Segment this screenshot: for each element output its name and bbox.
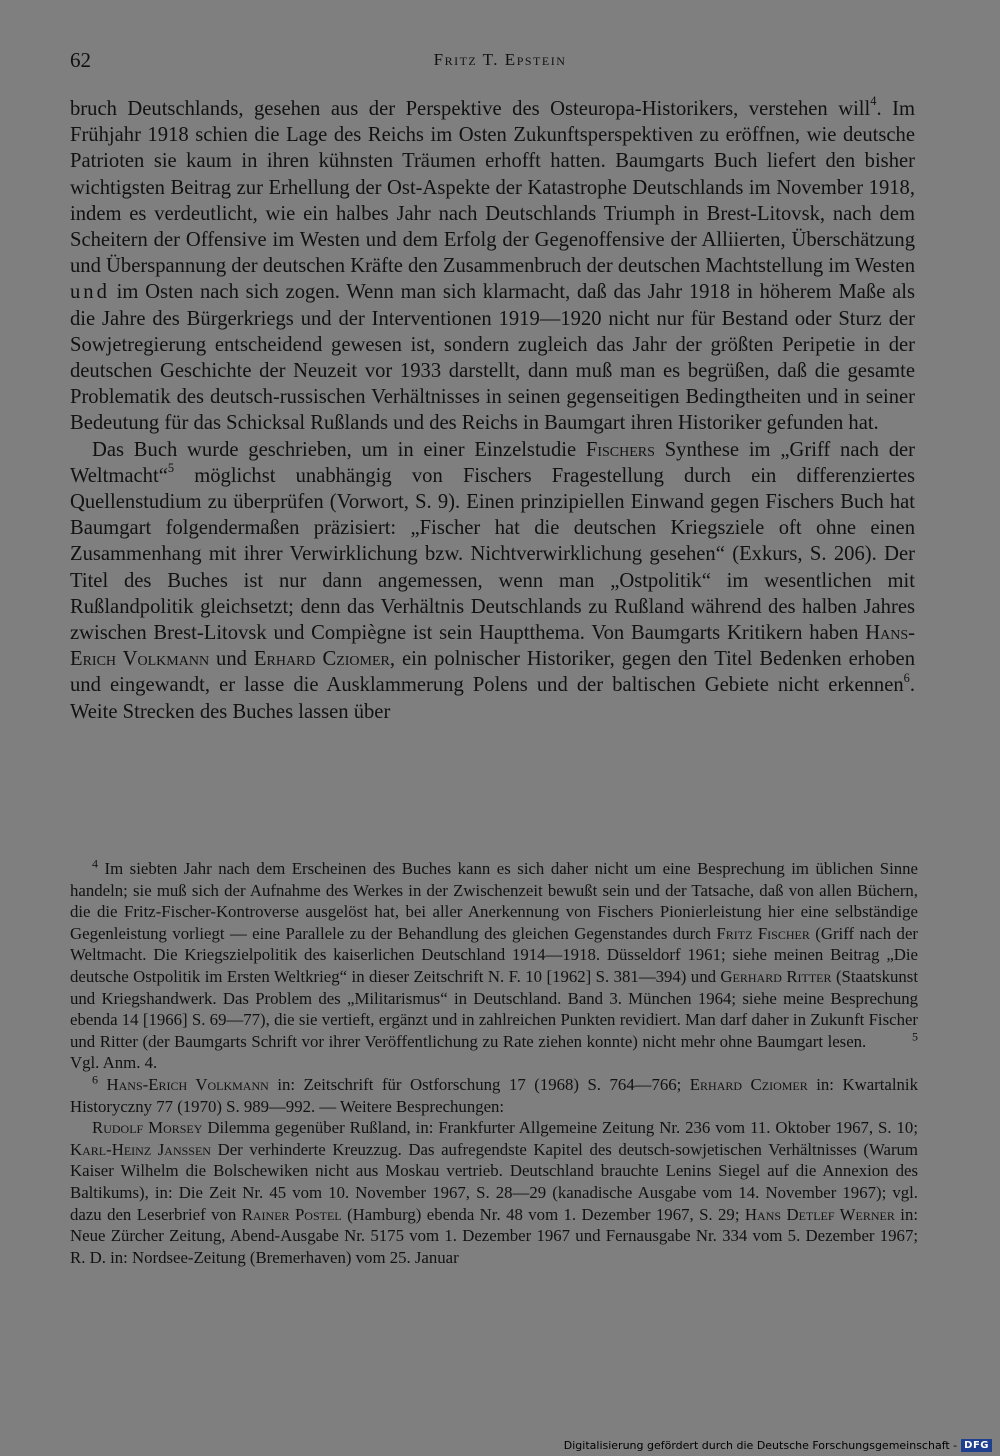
text-run: möglichst unabhängig von Fischers Fragestellung durch ein differenziertes Quellenstudium zu überprüfen (Vorwort, S. 9). Einen prinzipiellen Einwand gegen Fischers Buch hat Baumgart folgendermaßen präzisiert: „Fischer hat die deutschen Kriegsziele oft ohne einen Zusammenhang mit ihrer Verwirklichung bzw. Nichtverwirklichung gesehen“ (Exkurs, S. 206). Der Titel des Buches ist nur dann angemessen, wenn man „Ostpolitik“ im wesentlichen mit Rußlandpolitik gleichsetzt; denn das Verhältnis Deutschlands zu Rußland während des halben Jahres zwischen Brest-Litovsk und Compiègne ist sein Hauptthema. Von Baumgarts Kritikern haben (70, 464, 915, 645)
text-run: bruch Deutschlands, gesehen aus der Perspektive des Osteuropa-Historikers, verstehen will (70, 98, 871, 120)
paragraph (70, 96, 915, 437)
footnote-number: 4 (92, 856, 98, 871)
main-text (70, 96, 915, 725)
author-name: Gerhard Ritter (720, 966, 832, 986)
author-name: Hans Detlef Werner (744, 1204, 895, 1224)
author-name: Erhard Cziomer (253, 648, 390, 671)
footnote-4 (70, 858, 918, 1074)
footnotes (70, 858, 918, 1268)
text-run: in: Kwartalnik Historyczny 77 (1970) S. 989—992. — Weitere Besprechungen: (70, 1074, 918, 1116)
text-run: (Staatskunst und Kriegshandwerk. Das Problem des „Militarismus“ in Deutschland. Band 3. München 1964; siehe meine Besprechung ebenda 14 [1966] S. 69—77), die sie vertieft, ergänzt und in zahlreichen Punkten revidiert. Man darf daher in Zukunft Fischer und Ritter (der Baumgarts Schrift vor ihrer Veröffentlichung zu Rate ziehen konnte) nicht mehr ohne Baumgart lesen. (70, 966, 918, 1051)
text-run: Der verhinderte Kreuzzug. Das aufregendste Kapitel des deutsch-sowjetischen Verhältnisses (Warum Kaiser Wilhelm die Bolschewiken nicht aus Moskau vertrieb. Deutschland brauchte Lenins Siegel auf die Annexion des Baltikums), in: Die Zeit Nr. 45 vom 10. November 1967, S. 28—29 (kanadische Ausgabe vom 14. November 1967); vgl. dazu den Leserbrief von (70, 1139, 918, 1224)
paragraph (70, 437, 915, 725)
author-name: Fritz Fischer (716, 923, 810, 943)
dfg-logo: DFG (961, 1439, 992, 1452)
text-run: (Griff nach der Weltmacht. Die Kriegszielpolitik des kaiserlichen Deutschland 1914—1918. Düsseldorf 1961; siehe meinen Beitrag „Die deutsche Ostpolitik im Ersten Weltkrieg“ in dieser Zeitschrift N. F. 10 [1962] S. 381—394) und (70, 923, 918, 986)
text-run: Dilemma gegenüber Rußland, in: Frankfurter Allgemeine Zeitung Nr. 236 vom 11. Oktober 1967, S. 10; (202, 1118, 918, 1138)
text-run: . Weite Strecken des Buches lassen über (70, 674, 915, 723)
text-run: in: Neue Zürcher Zeitung, Abend-Ausgabe Nr. 5175 vom 1. Dezember 1967 und Fernausgabe Nr. 334 vom 5. Dezember 1967; R. D. in: Nordsee-Zeitung (Bremerhaven) vom 25. Januar (70, 1204, 918, 1267)
footnote-ref: 6 (903, 670, 910, 685)
footnote-ref: 4 (870, 94, 877, 109)
footnote-number: 6 (92, 1072, 98, 1087)
page-number: 62 (70, 48, 91, 72)
text-run: Das Buch wurde geschrieben, um in einer Einzelstudie (92, 438, 586, 461)
text-run: Im siebten Jahr nach dem Erscheinen des Buches kann es sich daher nicht um eine Besprechung im üblichen Sinne handeln; sie muß sich der Aufnahme des Werkes in der Zwischenzeit bewußt sein und der Tatsache, daß von allen Büchern, die die Fritz-Fischer-Kontroverse ausgelöst hat, bei aller Anerkennung von Fischers Pionierleistung hier eine selbständige Gegenleistung vorliegt — eine Parallele zu der Behandlung des gleichen Gegenstandes durch (70, 859, 918, 943)
footnote-6 (70, 1074, 918, 1117)
emphasis: und (70, 281, 110, 304)
text-run: in: Zeitschrift für Ostforschung 17 (1968) S. 764—766; (268, 1074, 690, 1094)
text-run: im Osten nach sich zogen. Wenn man sich klarmacht, daß das Jahr 1918 in höherem Maße als die Jahre des Bürgerkriegs und der Interventionen 1919—1920 nicht nur für Bestand oder Sturz der Sowjetregierung entscheidend gewesen ist, sondern zugleich das Jahr der größten Peripetie in der deutschen Geschichte der Neuzeit vor 1933 darstellt, dann muß man es begrüßen, daß die gesamte Problematik des deutsch-russischen Verhältnisses in seinen gegenseitigen Bedingtheiten und in seiner Bedeutung für das Schicksal Rußlands und des Reichs in Baumgart ihren Historiker gefunden hat. (70, 281, 915, 435)
author-name: Hans-Erich Volkmann (70, 622, 915, 671)
running-head: Fritz T. Epstein (433, 50, 567, 69)
author-name: Rudolf Morsey (92, 1118, 203, 1138)
author-name: Fischers (585, 438, 655, 461)
author-name: Erhard Cziomer (689, 1074, 808, 1094)
text-run: (Hamburg) ebenda Nr. 48 vom 1. Dezember 1967, S. 29; (341, 1204, 745, 1224)
text-run: Synthese im „Griff nach der Weltmacht“ (70, 438, 915, 487)
text-run: . Im Frühjahr 1918 schien die Lage des Reichs im Osten Zukunftsperspektiven zu eröffnen, wie deutsche Patrioten sie kaum in ihren kühnsten Träumen erhofft hatten. Baumgarts Buch liefert den bisher wichtigsten Beitrag zur Erhellung der Ost-Aspekte der Katastrophe Deutschlands im November 1918, indem es verdeutlicht, wie ein halbes Jahr nach Deutschlands Triumph in Brest-Litovsk, nach dem Scheitern der Offensive im Westen und dem Erfolg der Gegenoffensive der Alliierten, Überschätzung und Überspannung der deutschen Kräfte den Zusammenbruch der deutschen Machtstellung im Westen (70, 98, 915, 278)
digitization-credit (564, 1439, 992, 1452)
footnote-6-continued (70, 1117, 918, 1268)
credit-text: Digitalisierung gefördert durch die Deutsche Forschungsgemeinschaft - (563, 1439, 958, 1452)
footnote-number: 5 (912, 1029, 918, 1044)
footnote-ref: 5 (167, 460, 175, 475)
author-name: Rainer Postel (241, 1204, 342, 1224)
text-run: Vgl. Anm. 4. (70, 1053, 158, 1073)
author-name: Hans-Erich Volkmann (106, 1074, 269, 1094)
text-run: , ein polnischer Historiker, gegen den Titel Bedenken erhoben und eingewandt, er lasse die Ausklammerung Polens und der baltischen Gebiete nicht erkennen (70, 648, 915, 697)
text-run: und (209, 648, 254, 671)
author-name: Karl-Heinz Janssen (70, 1139, 211, 1159)
